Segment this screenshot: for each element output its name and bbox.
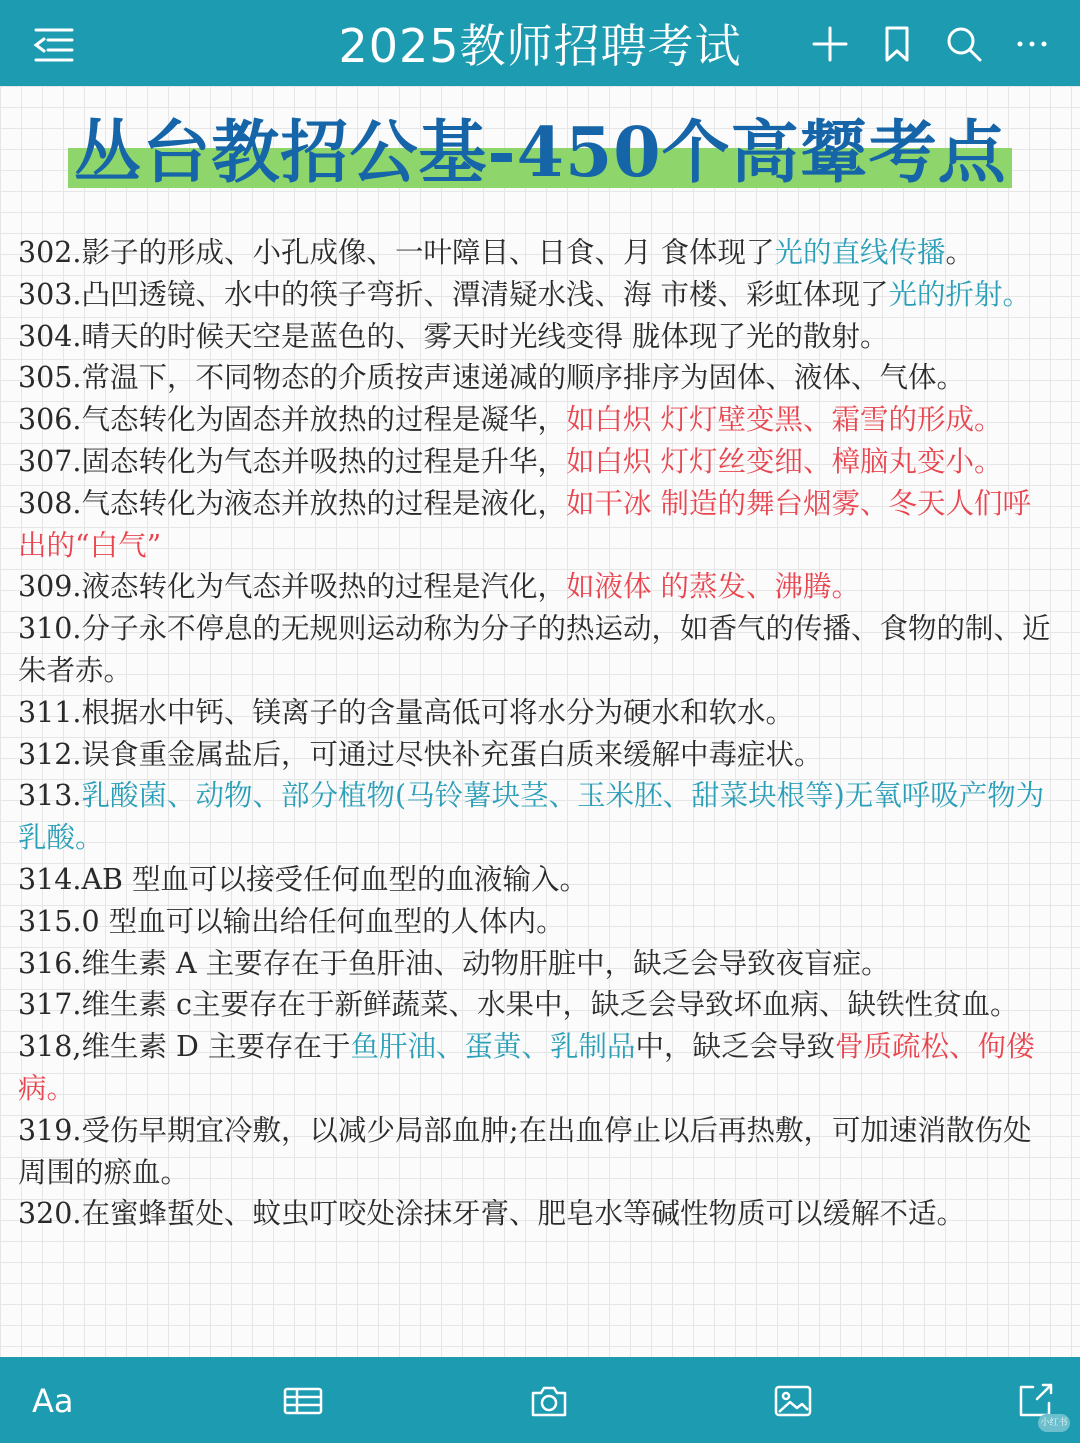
search-icon[interactable]: [942, 22, 986, 66]
item-text: 317.维生素 c主要存在于新鲜蔬菜、水果中，缺乏会导致坏血病、缺铁性贫血。: [18, 988, 1019, 1022]
item-text: 311.根据水中钙、镁离子的含量高低可将水分为硬水和软水。: [18, 695, 794, 729]
item-text: 。: [945, 236, 975, 269]
plus-icon[interactable]: [808, 22, 852, 66]
image-icon[interactable]: [771, 1379, 815, 1423]
note-item: [18, 441, 1058, 483]
camera-icon[interactable]: [527, 1379, 571, 1423]
item-text: 318,维生素 D 主要存在于: [18, 1030, 351, 1064]
item-text: 309.液态转化为气态并吸热的过程是汽化，: [18, 570, 566, 604]
note-item: [18, 1193, 1058, 1235]
note-item: [18, 566, 1058, 608]
item-text: 312.误食重金属盐后，可通过尽快补充蛋白质来缓解中毒症状。: [18, 737, 823, 771]
note-item: [18, 775, 1058, 859]
item-text: 313.: [18, 779, 82, 813]
item-text: 306.气态转化为固态并放热的过程是凝华，: [18, 403, 566, 437]
note-item: [18, 608, 1058, 692]
item-text: 316.维生素 A 主要存在于鱼肝油、动物肝脏中，缺乏会导致夜盲症。: [18, 946, 890, 980]
note-item: [18, 901, 1058, 943]
highlighted-text: 如干冰 制造的舞台烟雾、冬天人们呼出的“白气”: [18, 486, 1032, 562]
font-format-button[interactable]: Aa: [32, 1382, 74, 1420]
item-text: 314.AB 型血可以接受任何血型的血液输入。: [18, 862, 589, 896]
item-text: 307.固态转化为气态并吸热的过程是升华，: [18, 444, 566, 478]
note-item: [18, 984, 1058, 1026]
item-text: 308.气态转化为液态并放热的过程是液化，: [18, 486, 566, 520]
note-item: [18, 1110, 1058, 1194]
note-item: [18, 274, 1058, 316]
highlighted-text: 光的折射。: [888, 277, 1032, 311]
note-item: [18, 483, 1058, 567]
highlighted-text: 鱼肝油、蛋黄、乳制品: [350, 1030, 636, 1064]
more-icon[interactable]: [1010, 22, 1054, 66]
item-text: 315.0 型血可以输出给任何血型的人体内。: [18, 904, 565, 938]
item-text: 中，缺乏会导致: [635, 1030, 835, 1064]
item-text: 310.分子永不停息的无规则运动称为分子的热运动，如香气的传播、食物的制、近朱者赤。: [18, 612, 1051, 687]
highlighted-text: 如白炽 灯灯壁变黑、霜雪的形成。: [565, 403, 1003, 437]
item-text: 303.凸凹透镜、水中的筷子弯折、潭清疑水浅、海 市楼、彩虹体现了: [18, 277, 889, 311]
note-item: [18, 1026, 1058, 1110]
note-item: [18, 692, 1058, 734]
bottom-toolbar: [0, 1357, 1080, 1443]
note-item: [18, 943, 1058, 985]
watermark: 小红书: [1038, 1414, 1070, 1432]
note-title: 2025教师招聘考试: [338, 19, 742, 73]
highlighted-text: 光的直线传播: [774, 236, 946, 269]
note-item: [18, 734, 1058, 776]
highlighted-text: 乳酸菌、动物、部分植物(马铃薯块茎、玉米胚、甜菜块根等)无氧呼吸产物为乳酸。: [18, 779, 1045, 855]
bookmark-icon[interactable]: [875, 22, 919, 66]
highlighted-text: 如白炽 灯灯丝变细、樟脑丸变小。: [565, 444, 1003, 478]
note-item: [18, 357, 1058, 399]
note-headline: 丛台教招公基-450个高颦考点: [73, 113, 1007, 193]
item-text: 304.晴天的时候天空是蓝色的、雾天时光线变得 胧体现了光的散射。: [18, 319, 889, 353]
highlighted-text: 骨质疏松、佝偻病。: [18, 1030, 1035, 1105]
top-toolbar: [0, 0, 1080, 86]
note-content[interactable]: [18, 232, 1058, 1235]
note-item: [18, 316, 1058, 358]
note-item: [18, 399, 1058, 441]
item-text: 305.常温下，不同物态的介质按声速递减的顺序排序为固体、液体、气体。: [18, 361, 965, 395]
item-text: 302.影子的形成、小孔成像、一叶障目、日食、月 食体现了: [18, 236, 775, 269]
note-item: [18, 859, 1058, 901]
item-text: 319.受伤早期宜冷敷，以减少局部血肿;在出血停止以后再热敷，可加速消散伤处周围的瘀血。: [18, 1113, 1032, 1189]
item-text: 320.在蜜蜂蜇处、蚊虫叮咬处涂抹牙膏、肥皂水等碱性物质可以缓解不适。: [18, 1197, 965, 1231]
note-item: [18, 232, 1058, 274]
highlighted-text: 如液体 的蒸发、沸腾。: [565, 570, 861, 604]
table-icon[interactable]: [281, 1379, 325, 1423]
